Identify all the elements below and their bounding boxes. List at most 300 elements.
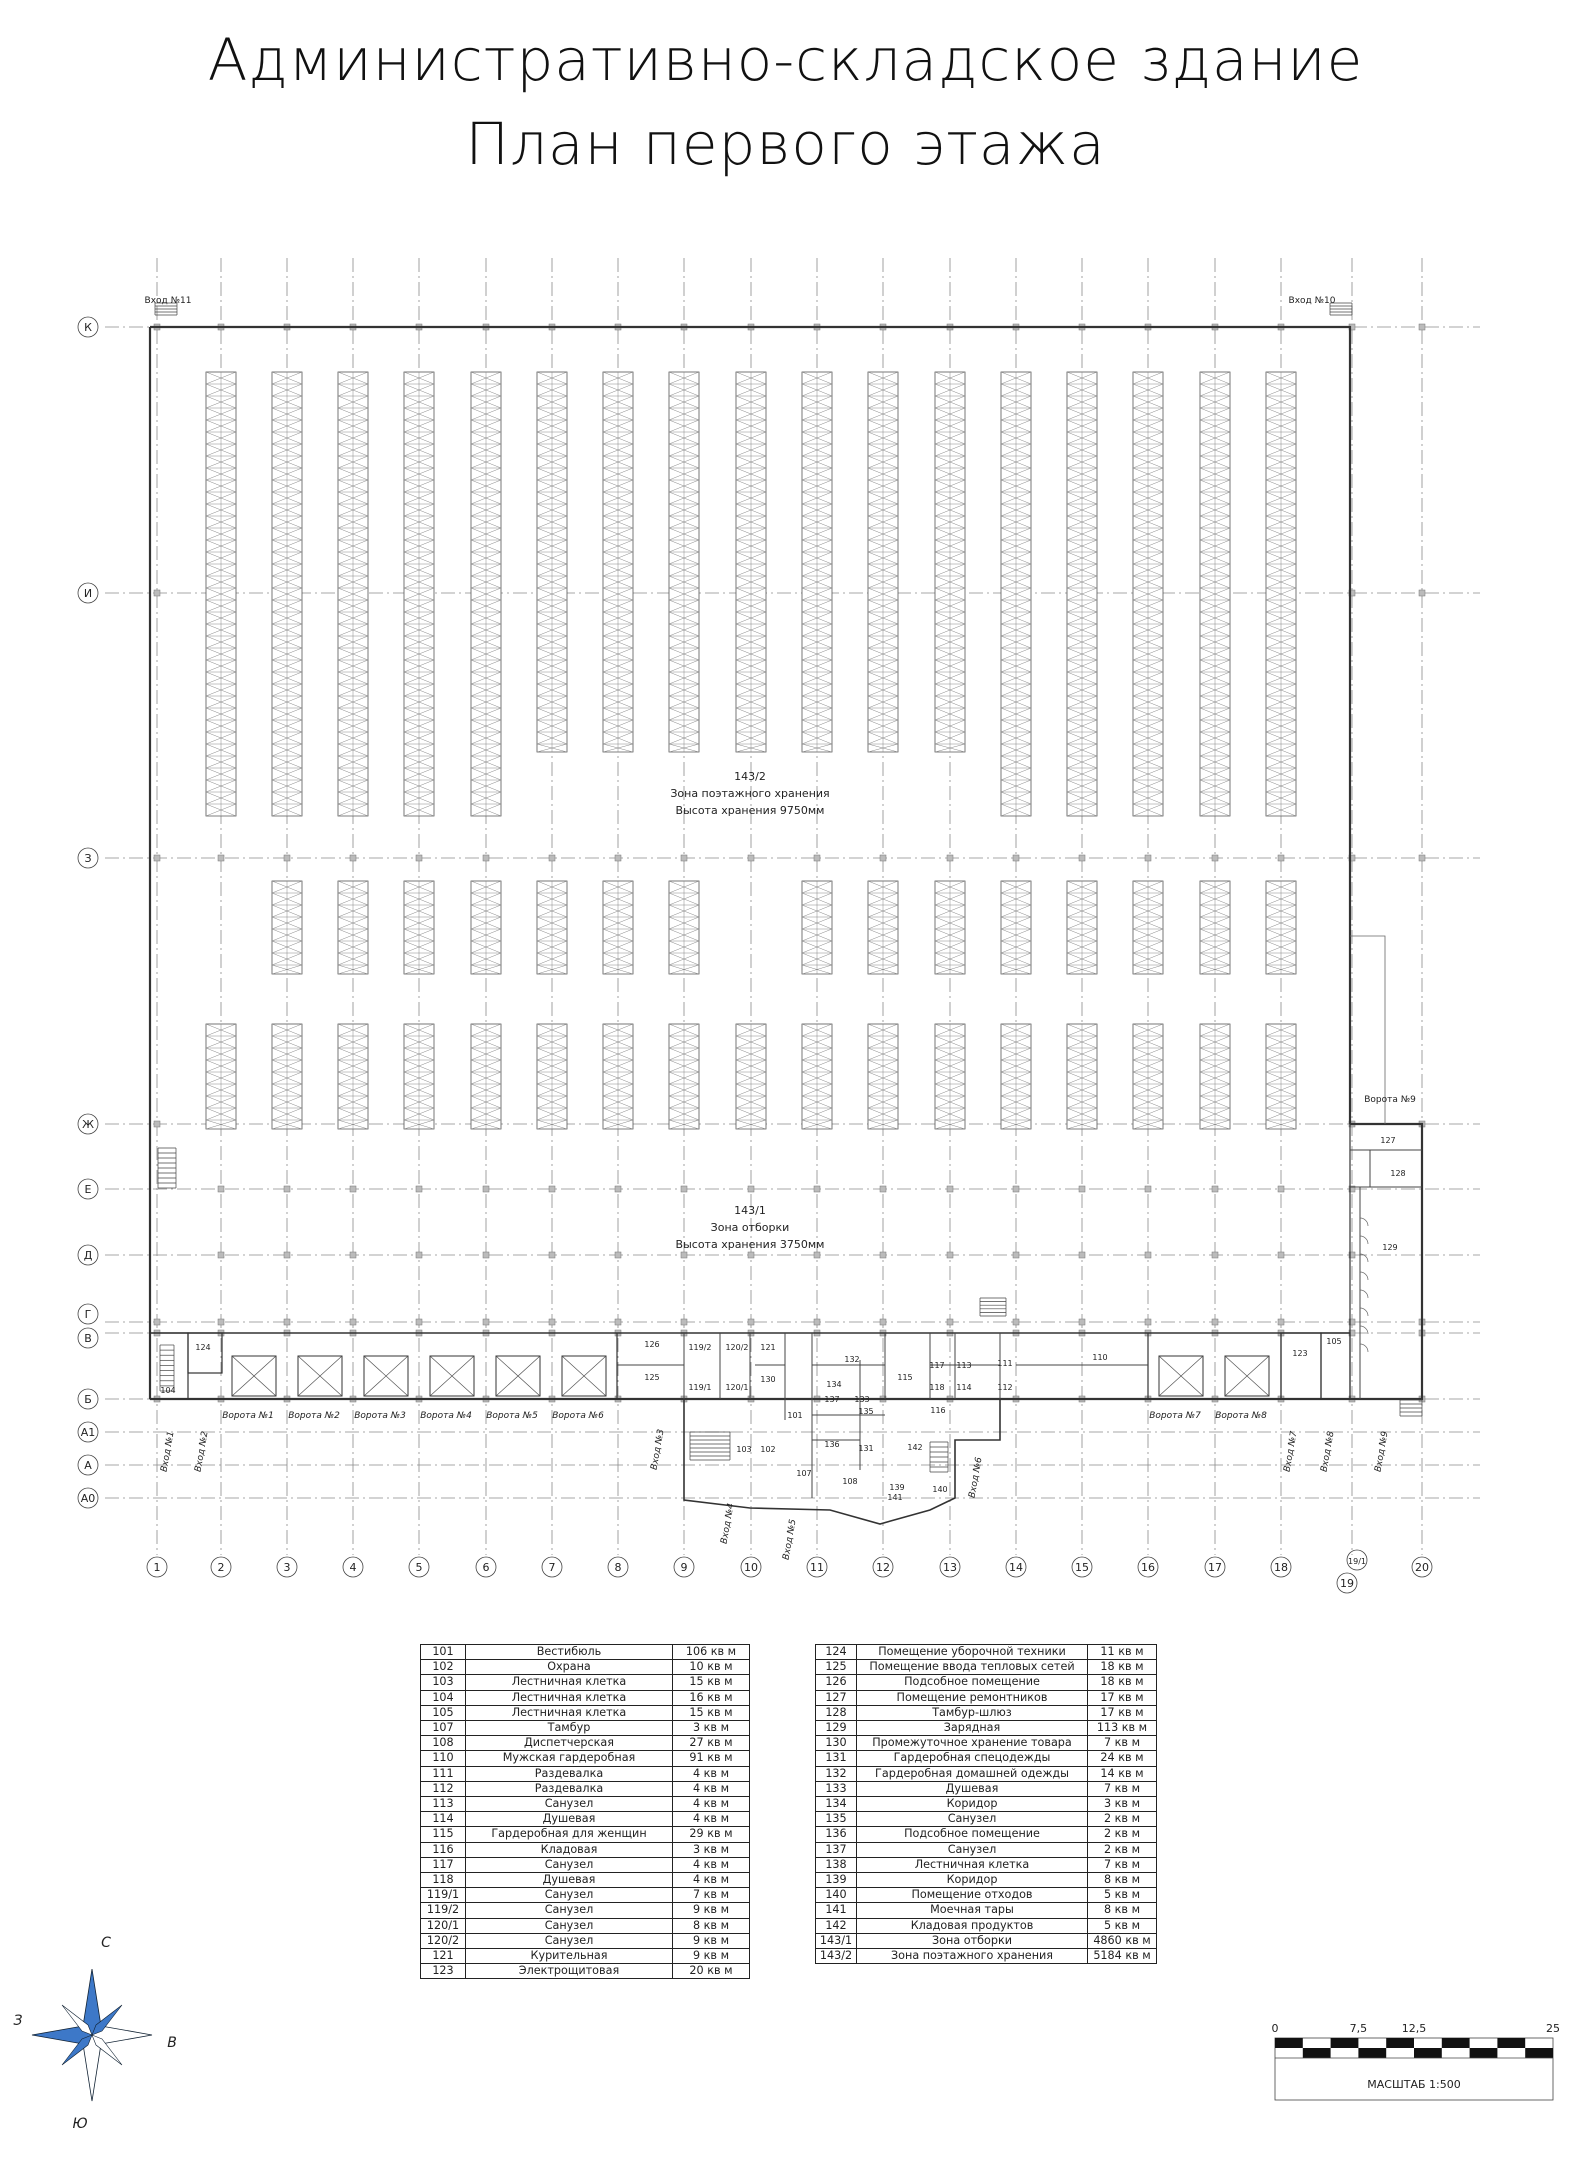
stair-103 [690,1432,730,1460]
room-number-label: 117 [929,1361,945,1370]
column-marker [1419,855,1425,861]
room-number-label: 118 [929,1383,945,1392]
room-area-cell: 7 кв м [1088,1857,1157,1872]
room-area-cell: 5 кв м [1088,1918,1157,1933]
room-name-cell: Помещение ремонтников [857,1690,1088,1705]
column-marker [549,1319,555,1325]
storage-rack [935,1024,965,1129]
column-marker [1278,1319,1284,1325]
room-name-cell: Кладовая продуктов [857,1918,1088,1933]
room-area-cell: 9 кв м [673,1933,750,1948]
schedule-row [816,1766,1157,1781]
column-marker [1212,855,1218,861]
room-number-cell: 130 [816,1736,857,1751]
room-area-cell: 4 кв м [673,1873,750,1888]
axis-label-row: В [84,1332,92,1345]
column-marker [1013,855,1019,861]
column-marker [681,855,687,861]
room-number-label: 107 [796,1469,812,1478]
entrance-label: Вход №9 [1373,1430,1391,1473]
room-number-cell: 139 [816,1873,857,1888]
room-number-cell: 123 [421,1964,466,1979]
room-number-cell: 135 [816,1812,857,1827]
column-marker [1278,1186,1284,1192]
room-number-cell: 114 [421,1812,466,1827]
room-number-label: 119/1 [688,1383,712,1392]
schedule-row [421,1949,750,1964]
room-number-label: 136 [824,1440,840,1449]
stair-138 [930,1442,948,1472]
schedule-row [421,1751,750,1766]
room-number-cell: 143/1 [816,1933,857,1948]
room-area-cell: 5184 кв м [1088,1949,1157,1964]
schedule-row [421,1660,750,1675]
room-name-cell: Санузел [857,1842,1088,1857]
room-area-cell: 7 кв м [1088,1781,1157,1796]
room-name-cell: Санузел [466,1888,673,1903]
room-number-cell: 112 [421,1781,466,1796]
column-marker [218,1319,224,1325]
storage-rack [736,372,766,752]
storage-rack [272,881,302,974]
gate-label: Ворота №1 [222,1411,274,1421]
storage-rack [868,372,898,752]
axis-label-row: Г [84,1308,92,1321]
room-number-label: 139 [889,1483,905,1492]
room-name-cell: Курительная [466,1949,673,1964]
room-schedule-right [815,1644,1157,1964]
column-marker [154,1121,160,1127]
storage-rack [1067,372,1097,816]
column-marker [1212,1186,1218,1192]
scale-segment [1414,2048,1442,2058]
room-number-label: 104 [160,1386,176,1395]
room-name-cell: Подсобное помещение [857,1675,1088,1690]
room-number-cell: 133 [816,1781,857,1796]
schedule-row [421,1903,750,1918]
gate-label: Ворота №4 [420,1411,472,1421]
room-number-label: 141 [887,1493,903,1502]
room-number-label: 101 [787,1411,803,1420]
room-name-cell: Коридор [857,1873,1088,1888]
column-marker [1013,1186,1019,1192]
room-area-cell: 8 кв м [1088,1903,1157,1918]
axis-label-column: 9 [680,1561,688,1574]
schedule-row [421,1888,750,1903]
room-number-label: 112 [997,1383,1013,1392]
schedule-row [816,1660,1157,1675]
room-name-cell: Душевая [466,1873,673,1888]
room-number-cell: 132 [816,1766,857,1781]
schedule-row [816,1797,1157,1812]
scale-segment [1275,2038,1303,2048]
room-area-cell: 15 кв м [673,1675,750,1690]
column-marker [615,1252,621,1258]
column-marker [681,1186,687,1192]
room-number-cell: 134 [816,1797,857,1812]
room-number-label: 131 [858,1444,874,1453]
room-area-cell: 20 кв м [673,1964,750,1979]
room-number-label: 111 [997,1359,1013,1368]
outer-wall-annex [1350,1124,1422,1399]
room-number-cell: 101 [421,1645,466,1660]
room-number-cell: 116 [421,1842,466,1857]
column-marker [218,1186,224,1192]
scale-segment [1386,2038,1414,2048]
room-area-cell: 3 кв м [1088,1797,1157,1812]
storage-rack [669,1024,699,1129]
schedule-row [816,1705,1157,1720]
axis-label-row: Б [84,1393,92,1406]
axis-label-column: 14 [1009,1561,1023,1574]
room-area-cell: 4 кв м [673,1781,750,1796]
door-arc [1360,1344,1368,1352]
storage-rack [603,881,633,974]
schedule-row [816,1933,1157,1948]
room-area-cell: 91 кв м [673,1751,750,1766]
room-number-label: 127 [1380,1136,1396,1145]
room-name-cell: Зона поэтажного хранения [857,1949,1088,1964]
storage-rack [1067,881,1097,974]
entrance-label: Вход №8 [1319,1430,1337,1473]
zone-storage-height: Высота хранения 9750мм [675,804,825,817]
compass-rose [14,1935,177,2132]
room-name-cell: Санузел [466,1857,673,1872]
room-name-cell: Гардеробная домашней одежды [857,1766,1088,1781]
axis-label-column: 6 [482,1561,490,1574]
room-area-cell: 18 кв м [1088,1660,1157,1675]
room-area-cell: 17 кв м [1088,1705,1157,1720]
column-marker [483,1186,489,1192]
column-marker [284,1252,290,1258]
column-marker [615,855,621,861]
room-area-cell: 14 кв м [1088,1766,1157,1781]
room-number-cell: 138 [816,1857,857,1872]
axis-label-column: 13 [943,1561,957,1574]
storage-rack [404,1024,434,1129]
scale-label: МАСШТАБ 1:500 [1367,2078,1461,2091]
storage-rack [471,372,501,816]
room-number-label: 113 [956,1361,972,1370]
room-number-label: 110 [1092,1353,1108,1362]
room-area-cell: 4 кв м [673,1812,750,1827]
gate-label: Ворота №2 [288,1411,340,1421]
room-area-cell: 2 кв м [1088,1812,1157,1827]
room-name-cell: Тамбур [466,1721,673,1736]
loading-gate [1159,1356,1203,1396]
schedule-row [816,1918,1157,1933]
door-arc [1360,1236,1368,1244]
compass-south-label: Ю [72,2116,88,2132]
entrance-11-label: Вход №11 [144,296,192,306]
storage-rack [272,1024,302,1129]
zone-storage-name: Зона поэтажного хранения [670,787,830,800]
room-name-cell: Гардеробная спецодежды [857,1751,1088,1766]
column-marker [1278,1252,1284,1258]
schedule-row [421,1690,750,1705]
room-name-cell: Вестибюль [466,1645,673,1660]
schedule-row [421,1857,750,1872]
room-area-cell: 9 кв м [673,1949,750,1964]
storage-rack [404,881,434,974]
storage-rack [1133,372,1163,816]
column-marker [1278,855,1284,861]
schedule-row [421,1705,750,1720]
schedule-row [816,1721,1157,1736]
column-marker [1419,590,1425,596]
door-arc [1360,1308,1368,1316]
column-marker [483,855,489,861]
storage-rack [338,1024,368,1129]
axis-label-column: 4 [349,1561,357,1574]
column-marker [880,855,886,861]
room-area-cell: 3 кв м [673,1721,750,1736]
room-name-cell: Тамбур-шлюз [857,1705,1088,1720]
room-number-cell: 105 [421,1705,466,1720]
room-number-label: 134 [826,1380,842,1389]
schedule-row [421,1842,750,1857]
room-number-cell: 103 [421,1675,466,1690]
storage-rack [868,1024,898,1129]
room-number-cell: 110 [421,1751,466,1766]
room-name-cell: Раздевалка [466,1781,673,1796]
column-marker [1079,1186,1085,1192]
room-name-cell: Промежуточное хранение товара [857,1736,1088,1751]
column-marker [154,590,160,596]
room-name-cell: Санузел [466,1797,673,1812]
room-area-cell: 8 кв м [673,1918,750,1933]
column-marker [947,1319,953,1325]
room-number-cell: 128 [816,1705,857,1720]
room-name-cell: Зона отборки [857,1933,1088,1948]
column-marker [1145,1319,1151,1325]
storage-rack [1200,372,1230,816]
room-number-label: 124 [195,1343,211,1352]
room-number-cell: 121 [421,1949,466,1964]
room-name-cell: Диспетчерская [466,1736,673,1751]
room-area-cell: 4860 кв м [1088,1933,1157,1948]
room-area-cell: 7 кв м [673,1888,750,1903]
door-arc [1360,1218,1368,1226]
admin-partitions [617,1333,1281,1399]
storage-rack [206,1024,236,1129]
schedule-row [816,1690,1157,1705]
schedule-row [816,1751,1157,1766]
storage-rack [537,881,567,974]
zone-storage-number: 143/2 [734,770,766,783]
column-marker [947,1252,953,1258]
column-marker [814,1252,820,1258]
entrance-label: Вход №6 [967,1456,985,1499]
room-number-cell: 111 [421,1766,466,1781]
room-number-label: 105 [1326,1337,1342,1346]
axis-label-column: 12 [876,1561,890,1574]
stair-west [158,1148,176,1188]
column-marker [350,1252,356,1258]
zone-shipping-number: 143/1 [734,1204,766,1217]
room-name-cell: Электрощитовая [466,1964,673,1979]
loading-gate [298,1356,342,1396]
room-name-cell: Моечная тары [857,1903,1088,1918]
column-marker [1419,324,1425,330]
column-marker [947,1186,953,1192]
entrance-label: Вход №5 [781,1518,799,1561]
room-name-cell: Лестничная клетка [857,1857,1088,1872]
gate-label: Ворота №7 [1149,1411,1201,1421]
column-marker [284,855,290,861]
scale-segment [1303,2048,1331,2058]
storage-rack [1133,1024,1163,1129]
loading-gate [496,1356,540,1396]
storage-rack [1200,881,1230,974]
entrance-label: Вход №3 [649,1428,667,1471]
scale-bar [1272,2022,1561,2100]
schedule-row [816,1645,1157,1660]
axis-label-row: А1 [80,1426,96,1439]
scale-tick-label: 12,5 [1401,2022,1427,2035]
storage-rack [338,881,368,974]
axis-label-row: Д [83,1249,93,1262]
room-number-label: 120/2 [725,1343,749,1352]
room-name-cell: Лестничная клетка [466,1705,673,1720]
column-marker [1145,1252,1151,1258]
room-number-label: 126 [644,1340,660,1349]
entrance-label: Вход №2 [193,1430,211,1473]
room-number-cell: 137 [816,1842,857,1857]
entrance-10-label: Вход №10 [1288,296,1336,306]
room-name-cell: Санузел [466,1933,673,1948]
stair-mezzanine [980,1298,1006,1316]
room-area-cell: 4 кв м [673,1857,750,1872]
room-number-label: 121 [760,1343,776,1352]
column-marker [1212,1319,1218,1325]
axis-label-row: Ж [82,1118,94,1131]
column-marker [748,1186,754,1192]
room-number-cell: 113 [421,1797,466,1812]
storage-rack [868,881,898,974]
storage-rack [802,1024,832,1129]
room-area-cell: 11 кв м [1088,1645,1157,1660]
storage-rack [537,1024,567,1129]
room-number-cell: 107 [421,1721,466,1736]
room-name-cell: Санузел [466,1903,673,1918]
loading-gate [364,1356,408,1396]
gate-label: Ворота №3 [354,1411,406,1421]
room-name-cell: Подсобное помещение [857,1827,1088,1842]
storage-rack [1266,881,1296,974]
room-number-label: 114 [956,1383,972,1392]
axis-label-row: Е [84,1183,92,1196]
storage-rack [471,881,501,974]
room-number-cell: 115 [421,1827,466,1842]
column-marker [416,855,422,861]
loading-gate [430,1356,474,1396]
room-name-cell: Помещение ввода тепловых сетей [857,1660,1088,1675]
room-number-label: 128 [1390,1169,1406,1178]
room-number-label: 129 [1382,1243,1398,1252]
room-name-cell: Лестничная клетка [466,1690,673,1705]
axis-label-column: 2 [217,1561,225,1574]
room-name-cell: Помещение отходов [857,1888,1088,1903]
title-line-1: Административно-складское здание [207,26,1364,94]
room-name-cell: Охрана [466,1660,673,1675]
column-marker [1079,1319,1085,1325]
room-number-cell: 141 [816,1903,857,1918]
room-number-cell: 119/2 [421,1903,466,1918]
room-name-cell: Санузел [857,1812,1088,1827]
stair-entrance-9 [1400,1400,1422,1416]
schedule-row [421,1736,750,1751]
room-name-cell: Гардеробная для женщин [466,1827,673,1842]
room-name-cell: Мужская гардеробная [466,1751,673,1766]
storage-rack [206,372,236,816]
room-number-cell: 131 [816,1751,857,1766]
storage-rack [802,372,832,752]
storage-rack [338,372,368,816]
scale-tick-label: 0 [1271,2022,1279,2035]
room-number-cell: 118 [421,1873,466,1888]
room-area-cell: 16 кв м [673,1690,750,1705]
room-number-label: 102 [760,1445,776,1454]
loading-gate [562,1356,606,1396]
room-area-cell: 29 кв м [673,1827,750,1842]
room-number-cell: 104 [421,1690,466,1705]
axis-label-column: 8 [614,1561,622,1574]
room-name-cell: Лестничная клетка [466,1675,673,1690]
axis-label-column: 5 [415,1561,423,1574]
storage-rack [1266,372,1296,816]
schedule-row [421,1933,750,1948]
room-number-cell: 125 [816,1660,857,1675]
door-arc [1360,1272,1368,1280]
room-number-cell: 120/2 [421,1933,466,1948]
column-marker [416,1252,422,1258]
room-area-cell: 15 кв м [673,1705,750,1720]
schedule-row [421,1766,750,1781]
room-number-cell: 108 [421,1736,466,1751]
annex-room-walls [1350,1150,1422,1399]
schedule-row [816,1842,1157,1857]
schedule-row [421,1812,750,1827]
column-marker [615,1319,621,1325]
gate-9-label: Ворота №9 [1364,1095,1416,1105]
column-marker [350,1186,356,1192]
schedule-row [421,1721,750,1736]
column-marker [350,855,356,861]
schedule-row [816,1781,1157,1796]
room-area-cell: 9 кв м [673,1903,750,1918]
storage-rack [1001,1024,1031,1129]
axis-label-column: 16 [1141,1561,1155,1574]
entrance-label: Вход №1 [159,1430,177,1473]
room-number-cell: 117 [421,1857,466,1872]
room-number-label: 103 [736,1445,752,1454]
axis-label-row: А0 [80,1492,96,1505]
column-marker [814,855,820,861]
door-arc [1360,1290,1368,1298]
schedule-row [816,1675,1157,1690]
axis-label-column: 1 [153,1561,161,1574]
room-number-cell: 140 [816,1888,857,1903]
storage-rack [1001,881,1031,974]
storage-rack [736,1024,766,1129]
column-marker [154,1319,160,1325]
storage-rack [471,1024,501,1129]
storage-rack [1067,1024,1097,1129]
column-marker [549,1252,555,1258]
column-marker [880,1319,886,1325]
loading-gate [232,1356,276,1396]
